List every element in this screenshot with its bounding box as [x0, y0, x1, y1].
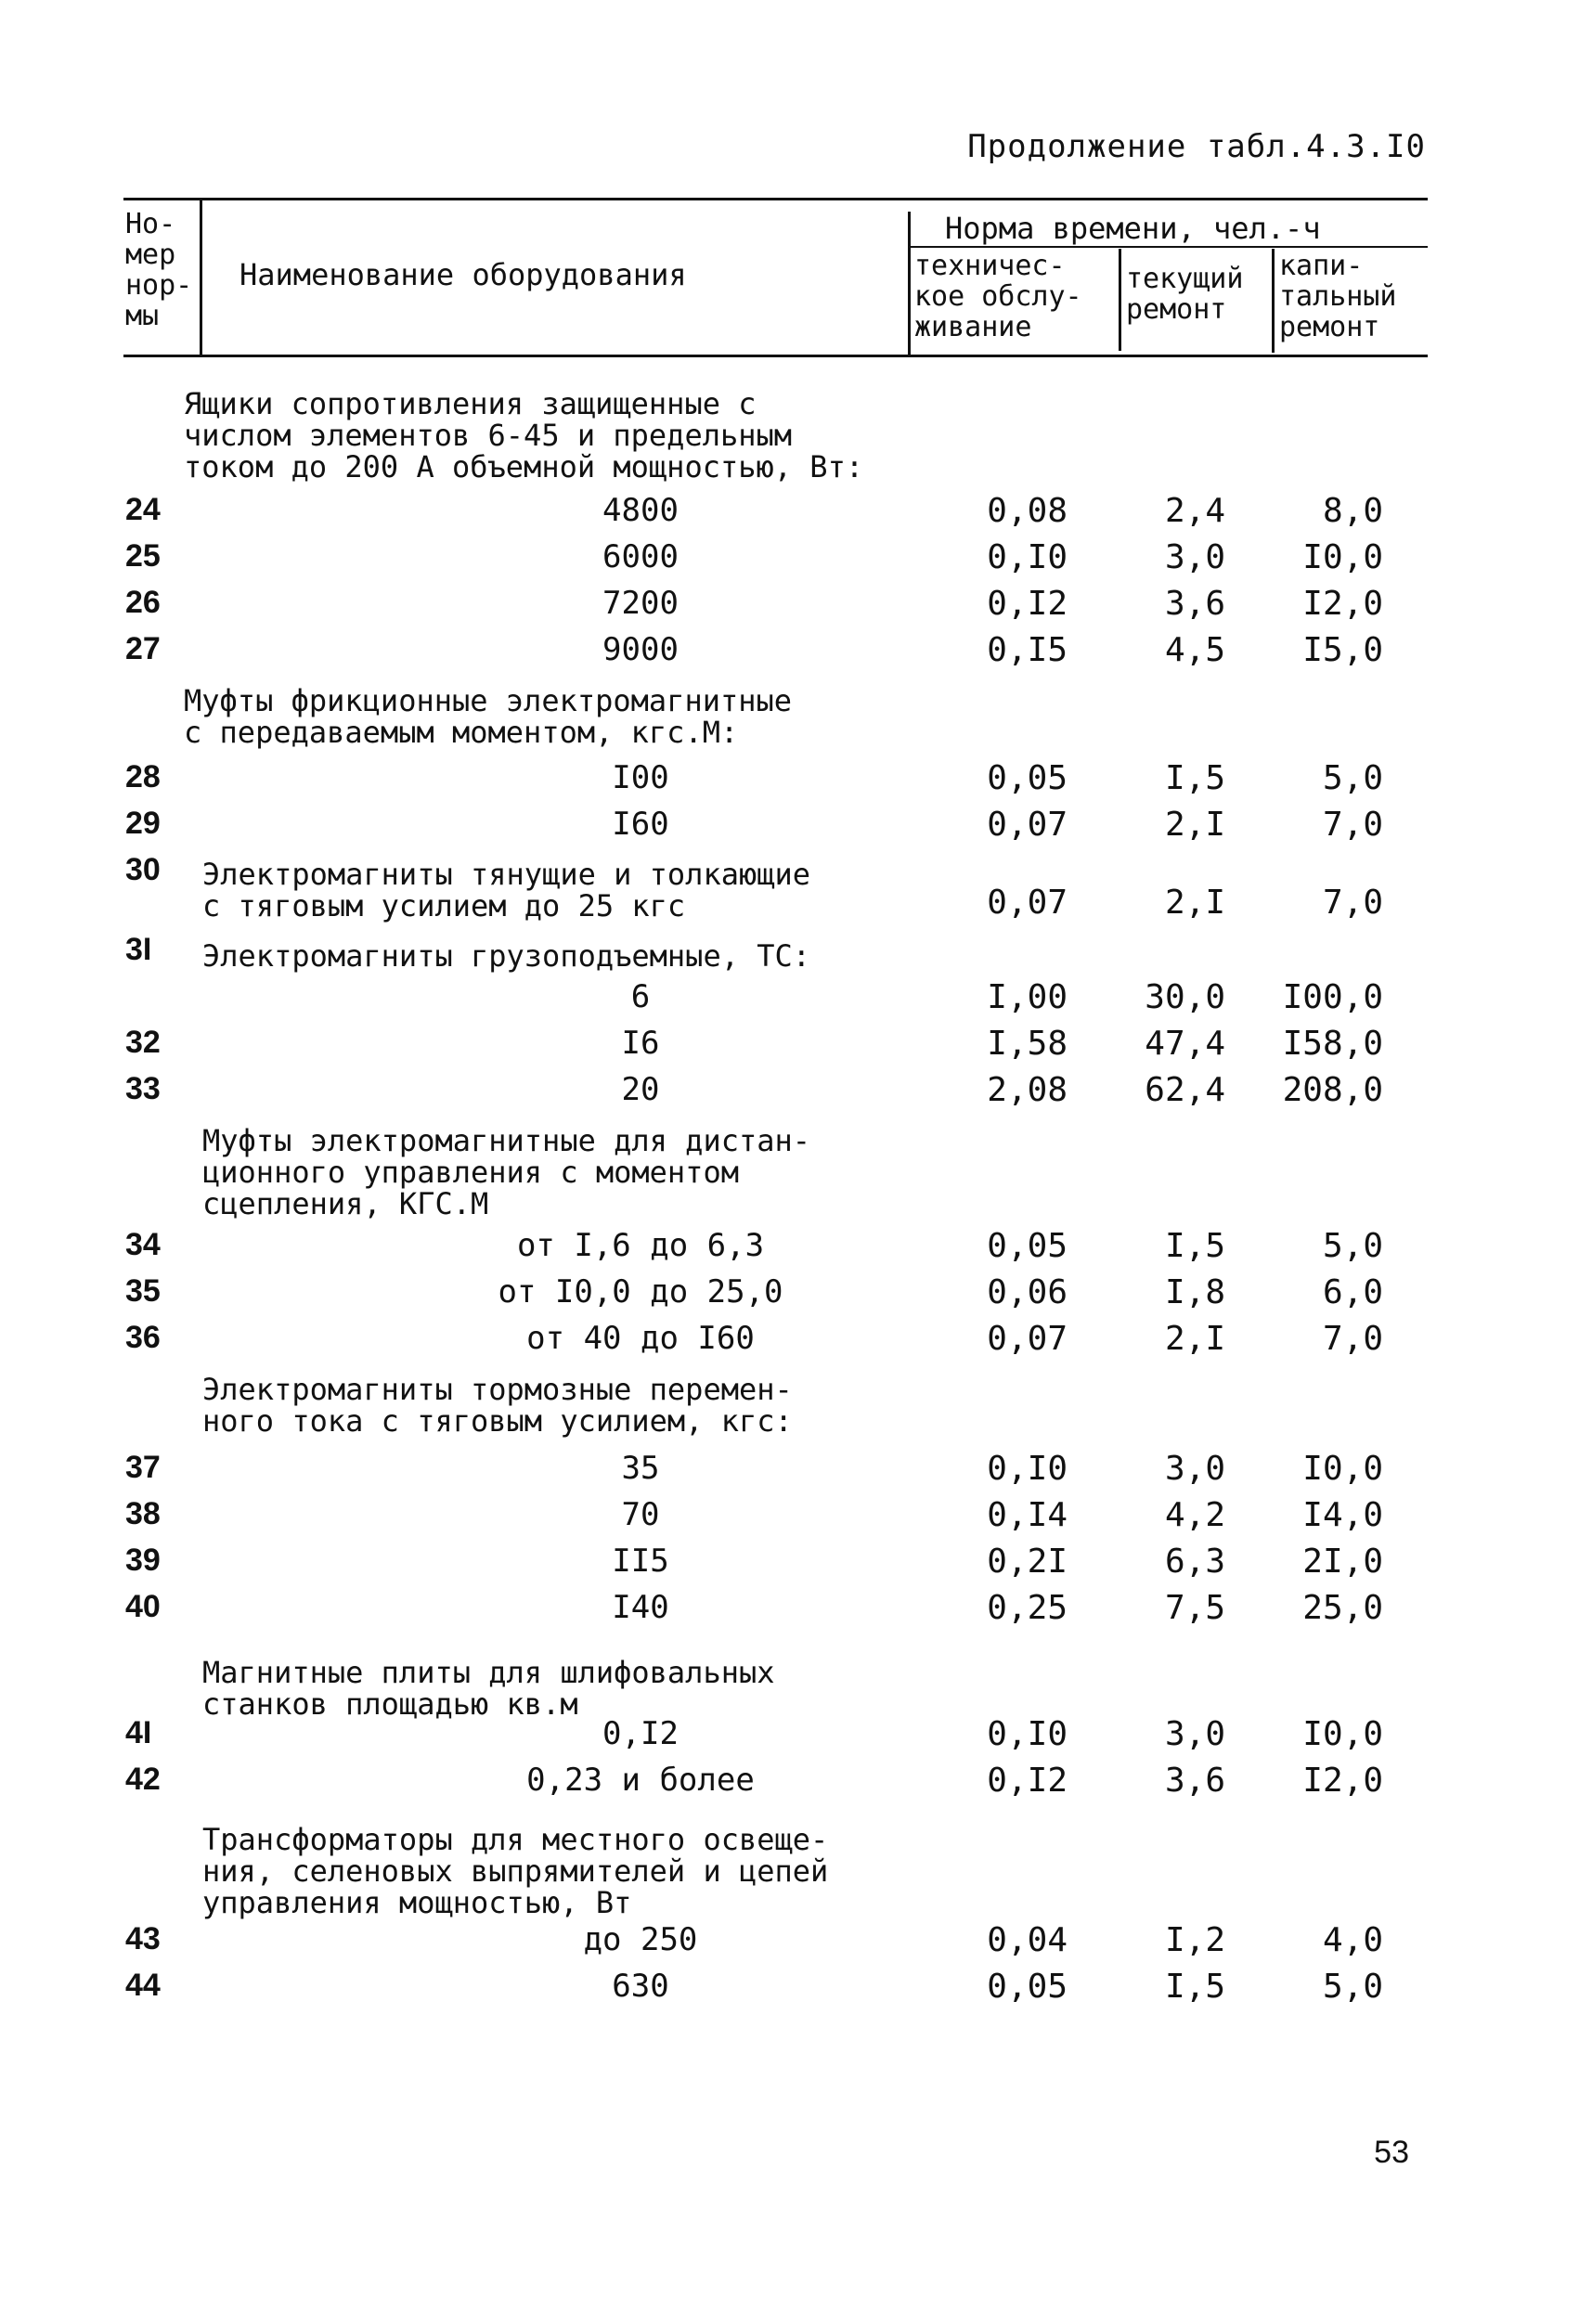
row-capital-repair: I4,0 [1302, 1496, 1383, 1534]
row-number: 33 [125, 1071, 161, 1106]
row-item: I60 [612, 806, 669, 843]
row-number: 30 [125, 852, 161, 887]
row-capital-repair: 7,0 [1322, 1320, 1383, 1358]
row-number: 32 [125, 1025, 161, 1060]
row-number: 3I [125, 932, 152, 967]
row-current-repair: 62,4 [1145, 1071, 1225, 1109]
row-capital-repair: I2,0 [1302, 585, 1383, 623]
table-row [0, 1968, 1579, 2014]
row-capital-repair: 8,0 [1322, 492, 1383, 530]
col-divider-2 [908, 212, 911, 355]
table-row [0, 852, 1579, 922]
row-number: 38 [125, 1496, 161, 1531]
row-maintenance: 0,06 [987, 1273, 1068, 1311]
row-item: 0,I2 [602, 1715, 679, 1752]
row-item: 70 [621, 1496, 660, 1533]
table-row [0, 1025, 1579, 1071]
page-number: 53 [1374, 2135, 1409, 2170]
row-maintenance: 0,I0 [987, 1715, 1068, 1753]
row-item: 0,23 и более [526, 1762, 755, 1799]
row-current-repair: 3,6 [1164, 585, 1225, 623]
row-number: 36 [125, 1320, 161, 1355]
row-current-repair: 3,6 [1164, 1762, 1225, 1800]
row-capital-repair: 4,0 [1322, 1921, 1383, 1959]
row-number: 44 [125, 1968, 161, 2003]
row-maintenance: I,58 [987, 1025, 1068, 1063]
row-number: 40 [125, 1589, 161, 1624]
row-item: 35 [621, 1450, 660, 1487]
table-header-bottom-rule [123, 355, 1428, 357]
row-current-repair: 3,0 [1164, 1450, 1225, 1488]
header-col-number: Но- мер нор- мы [125, 208, 193, 332]
row-maintenance: I,00 [987, 978, 1068, 1016]
row-item: 630 [612, 1968, 669, 2005]
row-number: 37 [125, 1450, 161, 1485]
row-number: 29 [125, 806, 161, 841]
group-heading-resistor-boxes: Ящики сопротивления защищенные с числом элементов 6-45 и предельным током до 200 А объемной мощностью, Вт: [184, 386, 864, 484]
row-item: 7200 [602, 585, 679, 622]
row-maintenance: 0,2I [987, 1543, 1068, 1581]
table-top-rule [123, 198, 1428, 200]
row-number: 28 [125, 759, 161, 794]
row-capital-repair: 7,0 [1322, 806, 1383, 844]
row-item: 20 [621, 1071, 660, 1108]
row-current-repair: I,5 [1164, 759, 1225, 797]
row-number: 25 [125, 538, 161, 574]
row-number: 39 [125, 1543, 161, 1578]
row-capital-repair: 5,0 [1322, 759, 1383, 797]
row-number: 42 [125, 1762, 161, 1797]
row-capital-repair: I0,0 [1302, 1450, 1383, 1488]
row-maintenance: 2,08 [987, 1071, 1068, 1109]
table-row [0, 1589, 1579, 1635]
table-row [0, 1227, 1579, 1273]
row-capital-repair: I2,0 [1302, 1762, 1383, 1800]
row-maintenance: 0,04 [987, 1921, 1068, 1959]
table-row [0, 932, 1579, 1016]
row-capital-repair: 25,0 [1302, 1589, 1383, 1627]
row-current-repair: 2,I [1164, 806, 1225, 844]
row-current-repair: 3,0 [1164, 538, 1225, 576]
row-maintenance: 0,07 [987, 806, 1068, 844]
row-item: I40 [612, 1589, 669, 1626]
row-maintenance: 0,I0 [987, 538, 1068, 576]
row-capital-repair: I58,0 [1282, 1025, 1383, 1063]
row-current-repair: I,8 [1164, 1273, 1225, 1311]
row-item: 6 [630, 978, 651, 1015]
group-heading-brake-magnets: Электромагниты тормозные перемен- ного тока с тяговым усилием, кгс: [202, 1372, 793, 1439]
table-row [0, 1273, 1579, 1320]
group-heading-transformers: Трансформаторы для местного освеще- ния, селеновых выпрямителей и цепей управления мощностью, Вт [202, 1822, 829, 1920]
norm-subheader-rule [908, 246, 1428, 248]
table-row [0, 492, 1579, 538]
row-current-repair: 47,4 [1145, 1025, 1225, 1063]
group-heading-magnetic-plates: Магнитные плиты для шлифовальных станков площадью кв.м [202, 1655, 775, 1722]
table-row [0, 1450, 1579, 1496]
group-heading-pull-push-magnets: Электромагниты тянущие и толкающие с тяговым усилием до 25 кгс [202, 857, 811, 923]
row-current-repair: 3,0 [1164, 1715, 1225, 1753]
row-maintenance: 0,I2 [987, 1762, 1068, 1800]
table-row [0, 1071, 1579, 1117]
row-maintenance: 0,05 [987, 1968, 1068, 2006]
table-row [0, 1762, 1579, 1808]
row-item: I00 [612, 759, 669, 796]
row-item: от I0,0 до 25,0 [498, 1273, 783, 1310]
col-divider-3 [1119, 249, 1121, 351]
header-col-maintenance: техничес- кое обслу- живание [914, 250, 1082, 343]
row-maintenance: 0,05 [987, 759, 1068, 797]
row-number: 27 [125, 631, 161, 666]
row-current-repair: 2,I [1164, 884, 1225, 922]
table-row [0, 631, 1579, 678]
table-row [0, 806, 1579, 852]
row-number: 26 [125, 585, 161, 620]
row-item: 4800 [602, 492, 679, 529]
row-number: 43 [125, 1921, 161, 1956]
table-row [0, 1543, 1579, 1589]
row-capital-repair: I0,0 [1302, 538, 1383, 576]
row-number: 35 [125, 1273, 161, 1309]
table-caption: Продолжение табл.4.3.I0 [967, 128, 1426, 165]
row-item: II5 [612, 1543, 669, 1580]
table-row [0, 1320, 1579, 1366]
row-current-repair: 2,I [1164, 1320, 1225, 1358]
row-item: 9000 [602, 631, 679, 668]
row-maintenance: 0,25 [987, 1589, 1068, 1627]
row-current-repair: I,5 [1164, 1968, 1225, 2006]
row-number: 24 [125, 492, 161, 527]
row-item: от I,6 до 6,3 [516, 1227, 765, 1264]
col-divider-4 [1272, 249, 1275, 353]
row-capital-repair: I0,0 [1302, 1715, 1383, 1753]
row-current-repair: 7,5 [1164, 1589, 1225, 1627]
row-current-repair: 4,5 [1164, 631, 1225, 669]
row-item: 6000 [602, 538, 679, 575]
row-maintenance: 0,I4 [987, 1496, 1068, 1534]
table-row [0, 585, 1579, 631]
row-item: I6 [621, 1025, 660, 1062]
row-maintenance: 0,05 [987, 1227, 1068, 1265]
table-row [0, 1921, 1579, 1968]
row-capital-repair: 2I,0 [1302, 1543, 1383, 1581]
row-current-repair: 4,2 [1164, 1496, 1225, 1534]
row-current-repair: 30,0 [1145, 978, 1225, 1016]
row-item: до 250 [583, 1921, 698, 1958]
row-maintenance: 0,I2 [987, 585, 1068, 623]
row-current-repair: I,5 [1164, 1227, 1225, 1265]
row-capital-repair: I00,0 [1282, 978, 1383, 1016]
table-row [0, 538, 1579, 585]
row-capital-repair: 7,0 [1322, 884, 1383, 922]
row-capital-repair: 5,0 [1322, 1227, 1383, 1265]
row-number: 34 [125, 1227, 161, 1262]
row-capital-repair: 208,0 [1282, 1071, 1383, 1109]
table-row [0, 1496, 1579, 1543]
row-capital-repair: I5,0 [1302, 631, 1383, 669]
row-number: 4I [125, 1715, 152, 1750]
row-current-repair: I,2 [1164, 1921, 1225, 1959]
row-maintenance: 0,I5 [987, 631, 1068, 669]
group-heading-friction-couplings: Муфты фрикционные электромагнитные с передаваемым моментом, кгс.М: [184, 683, 793, 750]
row-capital-repair: 5,0 [1322, 1968, 1383, 2006]
table-row [0, 1715, 1579, 1762]
row-maintenance: 0,07 [987, 1320, 1068, 1358]
row-item: от 40 до I60 [526, 1320, 755, 1357]
row-maintenance: 0,08 [987, 492, 1068, 530]
header-col-current-repair: текущий ремонт [1126, 263, 1244, 326]
row-maintenance: 0,I0 [987, 1450, 1068, 1488]
row-current-repair: 6,3 [1164, 1543, 1225, 1581]
header-col-capital-repair: капи- тальный ремонт [1279, 250, 1397, 343]
row-maintenance: 0,07 [987, 884, 1068, 922]
header-col-norm: Норма времени, чел.-ч [945, 211, 1321, 246]
header-col-name: Наименование оборудования [239, 257, 687, 292]
group-heading-lifting-magnets: Электромагниты грузоподъемные, ТС: [202, 938, 811, 974]
table-row [0, 759, 1579, 806]
row-current-repair: 2,4 [1164, 492, 1225, 530]
col-divider-1 [200, 200, 202, 355]
row-capital-repair: 6,0 [1322, 1273, 1383, 1311]
group-heading-remote-couplings: Муфты электромагнитные для дистан- ционного управления с моментом сцепления, КГС.М [202, 1123, 811, 1221]
